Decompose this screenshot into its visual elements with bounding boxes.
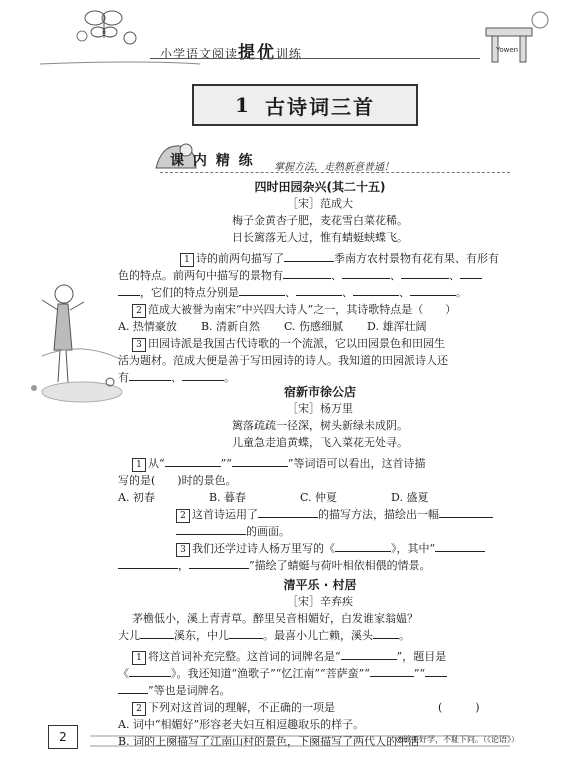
question-number: 1 [132, 651, 146, 665]
q1-item3-line1: 3 田园诗派是我国古代诗歌的一个流派，它以田园景色和田园生 [132, 335, 532, 352]
section-title: 课 内 精 练 [170, 153, 255, 169]
answer-blank[interactable] [373, 628, 399, 639]
answer-blank[interactable] [296, 285, 342, 296]
question-number: 2 [132, 304, 146, 318]
answer-blank[interactable] [129, 666, 171, 677]
poem1-line-2: 日长篱落无人过，惟有蜻蜓蛱蝶飞。 [232, 231, 408, 244]
q2-item1-line2: 写的是( )时的景色。 [118, 474, 237, 487]
answer-blank[interactable] [284, 251, 334, 262]
answer-blank[interactable] [435, 541, 485, 552]
question-number: 2 [176, 509, 190, 523]
q2-item3-line1: 3 我们还学过诗人杨万里写的《 》，其中“ [176, 540, 526, 557]
page-number: 2 [48, 725, 78, 749]
series-title: 小学语文阅读提优训练 [160, 43, 303, 63]
answer-blank[interactable] [229, 628, 263, 639]
poem2-author: ［宋］杨万里 [287, 402, 353, 415]
section-divider [160, 172, 510, 173]
answer-blank[interactable] [401, 268, 449, 279]
answer-blank[interactable] [118, 683, 148, 694]
section-slogan: 掌握方法，走熟新意普通！ [274, 162, 394, 173]
answer-blank[interactable] [129, 370, 171, 381]
q2-item3-line2: ， ”描绘了蜻蜓与荷叶相依相偎的情景。 [118, 557, 528, 574]
lesson-title: 1 古诗词三首 [192, 84, 418, 126]
answer-blank[interactable] [182, 370, 224, 381]
answer-blank[interactable] [232, 456, 288, 467]
answer-blank[interactable] [341, 649, 397, 660]
q3-item1-line2: 《 》。我还知道“渔歌子”“忆江南”“菩萨蛮”“ ”“ [118, 665, 528, 682]
q1-item1-line3: ，它们的特点分别是 、 、 、 。 [118, 284, 528, 301]
answer-blank[interactable] [353, 285, 399, 296]
answer-blank[interactable] [370, 666, 414, 677]
question-number: 1 [180, 253, 194, 267]
footer-quote: ◎敏而好学，不耻下问。（《论语》） [396, 735, 519, 744]
q1-item2: 2 范成大被誉为南宋“中兴四大诗人”之一，其诗歌特点是（ ） [132, 301, 532, 318]
answer-blank[interactable] [258, 507, 318, 518]
arch-icon [486, 28, 532, 62]
option-d[interactable]: D. 盛夏 [391, 491, 429, 504]
q3-item1-line3: ”等也是词牌名。 [118, 682, 528, 699]
answer-blank[interactable] [189, 558, 249, 569]
question-number: 3 [132, 338, 146, 352]
q2-options [118, 489, 518, 506]
poem3-line-1: 茅檐低小，溪上青青草。醉里吴音相媚好，白发谁家翁媪？ [132, 612, 418, 625]
answer-blank[interactable] [410, 285, 456, 296]
option-d[interactable]: D. 雄浑壮阔 [367, 320, 427, 333]
answer-blank[interactable] [140, 628, 174, 639]
option-b[interactable]: B. 清新自然 [200, 320, 261, 333]
option-c[interactable]: C. 仲夏 [300, 491, 338, 504]
question-number: 2 [132, 702, 146, 716]
answer-blank[interactable] [439, 507, 493, 518]
answer-blank[interactable] [283, 268, 331, 279]
option-a[interactable]: A. 初春 [118, 491, 155, 504]
q1-item1-line2: 色的特点。前两句中描写的景物有 、 、 、 [118, 267, 528, 284]
poem3-title: 清平乐 · 村居 [283, 578, 357, 592]
q1-options [118, 318, 518, 335]
answer-blank[interactable] [239, 285, 285, 296]
q2-item1-line1: 1 从“ ”“ ”等词语可以看出，这首诗描 [132, 455, 532, 472]
option-c[interactable]: C. 伤感细腻 [284, 320, 344, 333]
poem3-author: ［宋］辛弃疾 [287, 595, 353, 608]
question-number: 3 [176, 543, 190, 557]
q1-item3-line2: 活为题材。范成大便是善于写田园诗的诗人。我知道的田园派诗人还 [118, 354, 448, 367]
q3-item1-line1: 1 将这首词补充完整。这首词的词牌名是“ ”，题目是 [132, 648, 532, 665]
q3-option-a[interactable]: A. 词中“相媚好”形容老夫妇互相逗趣取乐的样子。 [118, 718, 365, 731]
answer-blank[interactable] [118, 558, 178, 569]
option-a[interactable]: A. 热情豪放 [118, 320, 177, 333]
answer-blank[interactable] [425, 666, 447, 677]
q1-item1-line1: 1 诗的前两句描写了 季南方农村景物有花有果、有形有 [180, 250, 520, 267]
poem3-line-2: 大儿 溪东，中儿 。最喜小儿亡赖，溪头 。 [118, 629, 410, 642]
answer-blank[interactable] [460, 268, 482, 279]
butterfly-icon [85, 11, 122, 38]
poem2-line-2: 儿童急走追黄蝶，飞入菜花无处寻。 [232, 436, 408, 449]
q3-option-b[interactable]: B. 词的上阕描写了江南山村的景色，下阕描写了两代人的生活 [118, 735, 420, 748]
question-number: 1 [132, 458, 146, 472]
answer-blank[interactable] [342, 268, 390, 279]
q2-item2-line2: 的画面。 [176, 523, 526, 540]
poem1-author: ［宋］范成大 [287, 197, 353, 210]
girl-illustration [22, 270, 132, 410]
header-rule [150, 58, 480, 59]
q2-item2-line1: 2 这首诗运用了 的描写方法，描绘出一幅 [176, 506, 526, 523]
yowen-badge: Yowen [496, 46, 519, 54]
option-b[interactable]: B. 暮春 [208, 491, 247, 504]
q3-item2: 2 下列对这首词的理解，不正确的一项是 ( ) [132, 699, 532, 716]
poem2-line-1: 篱落疏疏一径深，树头新绿未成阴。 [232, 419, 408, 432]
flower-icon [124, 32, 136, 44]
answer-blank[interactable] [335, 541, 391, 552]
poem1-line-1: 梅子金黄杏子肥，麦花雪白菜花稀。 [232, 214, 408, 227]
q1-item3-line3: 有 、 。 [118, 371, 235, 384]
answer-blank[interactable] [165, 456, 221, 467]
poem2-title: 宿新市徐公店 [283, 385, 356, 399]
poem1-title: 四时田园杂兴(其二十五) [254, 180, 386, 194]
answer-blank[interactable] [176, 524, 246, 535]
